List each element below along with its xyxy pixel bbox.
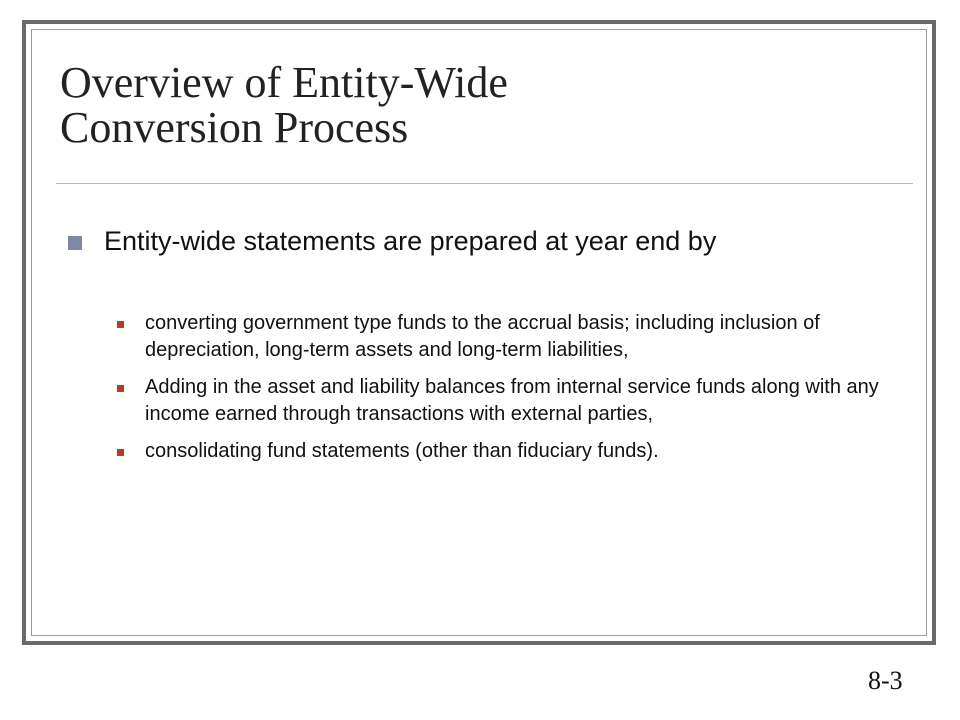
square-bullet-icon	[117, 449, 124, 456]
sub-bullet-item	[117, 374, 907, 428]
slide-title-line-2: Conversion Process	[60, 103, 409, 152]
sub-bullet-text: Adding in the asset and liability balances from internal service funds along with any income earned through transactions with external parties,	[145, 376, 879, 425]
main-bullet-text: Entity-wide statements are prepared at year end by	[104, 226, 717, 256]
sub-bullet-text: consolidating fund statements (other than fiduciary funds).	[145, 440, 659, 462]
square-bullet-icon	[68, 236, 82, 250]
slide-title-line-1: Overview of Entity-Wide	[60, 58, 508, 107]
slide-title	[60, 60, 900, 150]
page-number: 8-3	[868, 666, 903, 695]
main-bullet	[68, 224, 898, 258]
sub-bullet-text: converting government type funds to the accrual basis; including inclusion of depreciation, long-term assets and long-term liabilities,	[145, 312, 820, 361]
square-bullet-icon	[117, 385, 124, 392]
sub-bullet-item	[117, 438, 907, 465]
sub-bullet-list	[117, 310, 907, 475]
sub-bullet-item	[117, 310, 907, 364]
title-divider	[56, 183, 913, 184]
square-bullet-icon	[117, 321, 124, 328]
